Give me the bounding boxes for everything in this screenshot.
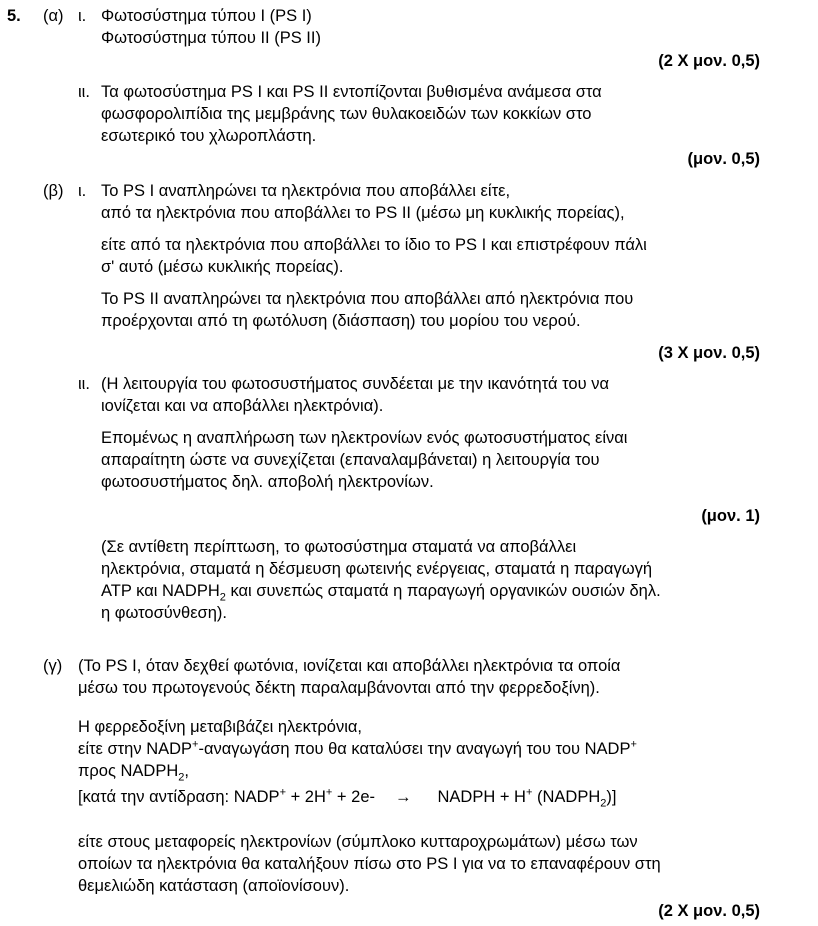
part-c-line6: είτε στους μεταφορείς ηλεκτρονίων (σύμπλοκο κυτταροχρωμάτων) μέσω των — [78, 833, 638, 851]
reaction-arrow-icon: → — [395, 788, 412, 806]
part-b-i-line6: προέρχονται από τη φωτόλυση (διάσπαση) του μορίου του νερού. — [101, 312, 581, 330]
part-b-i-points: (3 Χ μον. 0,5) — [658, 344, 760, 362]
part-a-ii-line1: Τα φωτοσύστημα PS I και PS II εντοπίζονται βυθισμένα ανάμεσα στα — [101, 83, 602, 101]
part-b-ii-note2: ηλεκτρόνια, σταματά η δέσμευση φωτεινής ενέργειας, σταματά η παραγωγή — [101, 560, 653, 578]
part-b-label: (β) — [43, 182, 64, 200]
part-c-label: (γ) — [43, 657, 63, 675]
part-a-i-line2: Φωτοσύστημα τύπου ΙΙ (PS II) — [101, 29, 321, 47]
part-b-ii-line2: ιονίζεται και να αποβάλλει ηλεκτρόνια). — [101, 397, 384, 415]
part-a-ii-line2: φωσφορολιπίδια της μεμβράνης των θυλακοειδών των κοκκίων στο — [101, 105, 592, 123]
part-a-i-line1: Φωτοσύστημα τύπου Ι (PS I) — [101, 7, 312, 25]
part-a-i-points: (2 Χ μον. 0,5) — [658, 52, 760, 70]
part-c-points: (2 Χ μον. 0,5) — [658, 902, 760, 920]
part-c-reaction: [κατά την αντίδραση: NADP+ + 2H+ + 2e- → NADPH + H+ $(NADPH_2)$] — [78, 786, 617, 810]
part-b-ii-note4: η φωτοσύνθεση). — [101, 604, 227, 622]
part-b-i-line3: είτε από τα ηλεκτρόνια που αποβάλλει το ίδιο το PS I και επιστρέφουν πάλι — [101, 236, 647, 254]
part-b-i-marker: ι. — [78, 182, 87, 200]
part-c-line5: προς $NADPH_2$, — [78, 762, 189, 784]
part-b-ii-points: (μον. 1) — [701, 507, 760, 525]
part-b-ii-note1: (Σε αντίθετη περίπτωση, το φωτοσύστημα σταματά να αποβάλλει — [101, 538, 577, 556]
part-c-line8: θεμελιώδη κατάσταση (αποϊονίσουν). — [78, 877, 350, 895]
part-c-line3: Η φερρεδοξίνη μεταβιβάζει ηλεκτρόνια, — [78, 718, 363, 736]
part-a-label: (α) — [43, 7, 64, 25]
part-b-ii-line5: φωτοσυστήματος δηλ. αποβολή ηλεκτρονίων. — [101, 473, 434, 491]
part-b-ii-line1: (Η λειτουργία του φωτοσυστήματος συνδέεται με την ικανότητά του να — [101, 375, 609, 393]
part-a-i-marker: ι. — [78, 7, 87, 25]
part-c-line1: (Το PS I, όταν δεχθεί φωτόνια, ιονίζεται και αποβάλλει ηλεκτρόνια τα οποία — [78, 657, 621, 675]
part-a-ii-line3: εσωτερικό του χλωροπλάστη. — [101, 127, 317, 145]
part-c-line2: μέσω του πρωτογενούς δέκτη παραλαμβάνονται από την φερρεδοξίνη). — [78, 679, 600, 697]
question-number: 5. — [7, 7, 21, 25]
part-b-ii-line4: απαραίτητη ώστε να συνεχίζεται (επαναλαμβάνεται) η λειτουργία του — [101, 451, 600, 469]
part-b-i-line1: Το PS I αναπληρώνει τα ηλεκτρόνια που αποβάλλει είτε, — [101, 182, 511, 200]
part-b-i-line5: Το PS II αναπληρώνει τα ηλεκτρόνια που αποβάλλει από ηλεκτρόνια που — [101, 290, 634, 308]
part-b-i-line4: σ' αυτό (μέσω κυκλικής πορείας). — [101, 258, 344, 276]
part-a-ii-points: (μον. 0,5) — [687, 150, 760, 168]
part-b-ii-note3: ATP και $NADPH_2$ και συνεπώς σταματά η παραγωγή οργανικών ουσιών δηλ. — [101, 582, 661, 604]
part-a-ii-marker: ιι. — [78, 83, 90, 101]
part-b-i-line2: από τα ηλεκτρόνια που αποβάλλει το PS II (μέσω μη κυκλικής πορείας), — [101, 204, 625, 222]
part-b-ii-line3: Επομένως η αναπλήρωση των ηλεκτρονίων ενός φωτοσυστήματος είναι — [101, 429, 628, 447]
part-b-ii-marker: ιι. — [78, 375, 90, 393]
part-c-line4: είτε στην NADP+-αναγωγάση που θα καταλύσει την αναγωγή του του NADP+ — [78, 738, 637, 758]
part-c-line7: οποίων τα ηλεκτρόνια θα καταλήξουν πίσω στο PS I για να το επαναφέρουν στη — [78, 855, 661, 873]
